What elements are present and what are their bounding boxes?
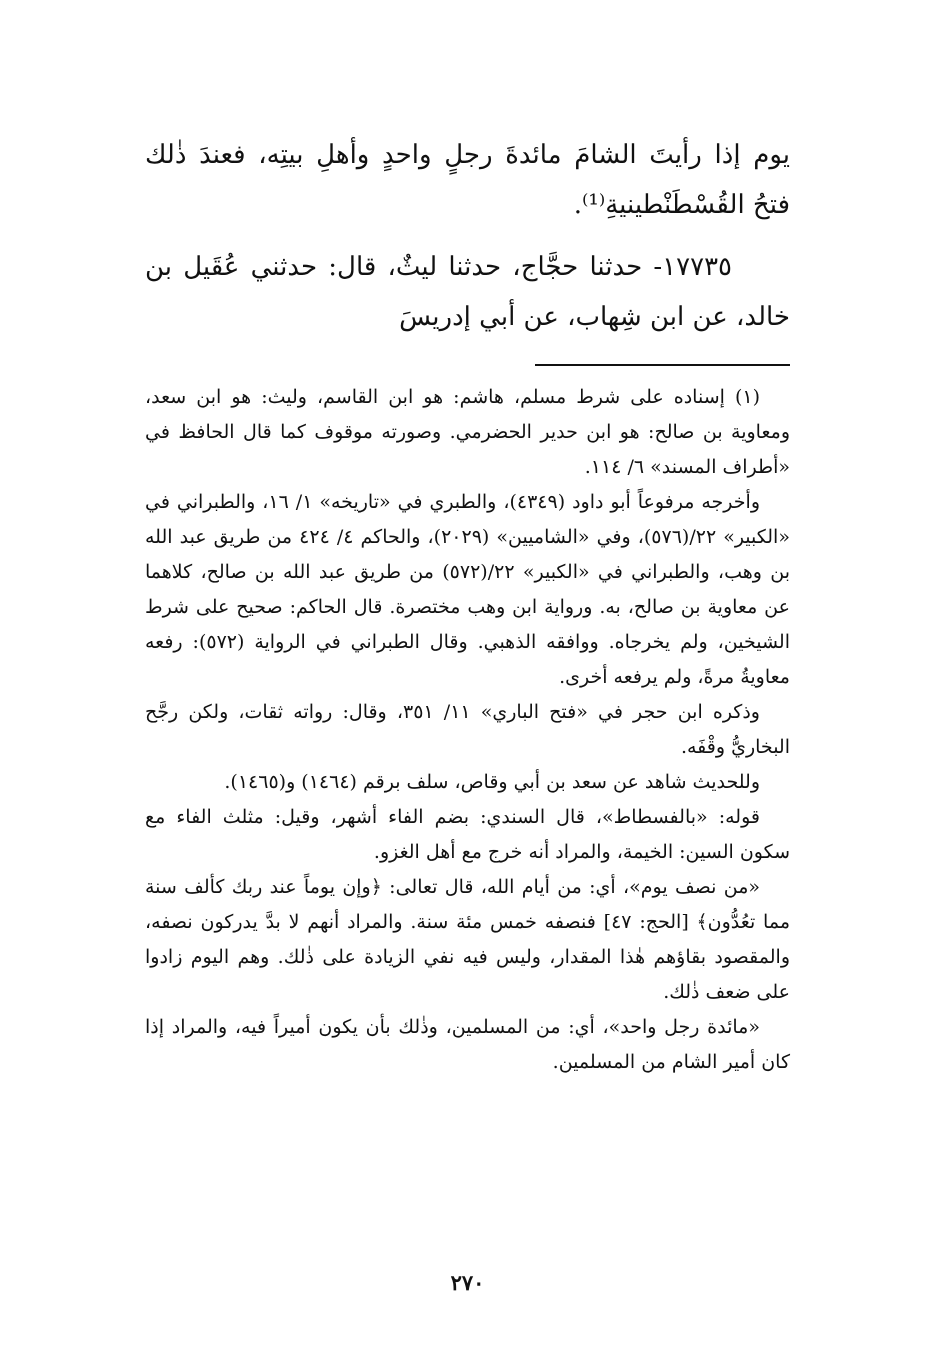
page-number: ٢٧٠	[450, 1270, 485, 1295]
main-paragraph-continuation: يوم إذا رأيتَ الشامَ مائدةَ رجلٍ واحدٍ وأهلِ بيتِه، فعندَ ذٰلك فتحُ القُسْطَنْطينيةِ⁽¹⁾.	[145, 140, 790, 220]
footnote-shahid: وللحديث شاهد عن سعد بن أبي وقاص، سلف برقم (١٤٦٤) و(١٤٦٥).	[224, 771, 760, 793]
footnote-takhrij: وأخرجه مرفوعاً أبو داود (٤٣٤٩)، والطبري في «تاريخه» ١/ ١٦، والطبراني في «الكبير» ٢٢/(٥٧٦)، وفي «الشاميين» (٢٠٢٩)، والحاكم ٤/ ٤٢٤ من طريق عبد الله بن وهب، والطبراني في «الكبير» ٢٢/(٥٧٢) من طريق عبد الله بن صالح، كلاهما عن معاوية بن صالح، به. ورواية ابن وهب مختصرة. قال الحاكم: صحيح على شرط الشيخين، ولم يخرجاه. ووافقه الذهبي. وقال الطبراني في الرواية (٥٧٢): رفعه معاويةُ مرةً، ولم يرفعه أخرى.	[145, 491, 790, 688]
footnotes	[145, 380, 790, 1080]
footnote-divider	[535, 364, 790, 366]
hadith-17735: ١٧٧٣٥- حدثنا حجَّاج، حدثنا ليثٌ، قال: حدثني عُقَيل بن خالد، عن ابن شِهاب، عن أبي إدريسَ	[145, 252, 790, 332]
footnote-maidah: «مائدة رجل واحد»، أي: من المسلمين، وذٰلك بأن يكون أميراً فيه، والمراد إذا كان أمير الشام من المسلمين.	[145, 1016, 790, 1073]
page-content	[145, 130, 790, 1080]
footnote-ibn-hajar: وذكره ابن حجر في «فتح الباري» ١١/ ٣٥١، وقال: رواته ثقات، ولكن رجَّح البخاريُّ وقْفَه.	[145, 701, 790, 758]
footnote-1: (١) إسناده على شرط مسلم، هاشم: هو ابن القاسم، وليث: هو ابن سعد، ومعاوية بن صالح: هو ابن حدير الحضرمي. وصورته موقوف كما قال الحافظ في «أطراف المسند» ٦/ ١١٤.	[145, 386, 790, 478]
footnote-fustat: قوله: «بالفسطاط»، قال السندي: بضم الفاء أشهر، وقيل: مثلث الفاء مع سكون السين: الخيمة، والمراد أنه خرج مع أهل الغزو.	[145, 806, 790, 863]
footnote-nisf-yawm: «من نصف يوم»، أي: من أيام الله، قال تعالى: ﴿وإن يوماً عند ربك كألف سنة مما تعُدُّون﴾ [الحج: ٤٧] فنصفه خمس مئة سنة. والمراد أنهم لا بدَّ يدركون نصفه، والمقصود بقاؤهم هٰذا المقدار، وليس فيه نفي الزيادة على ذٰلك. وهم اليوم زادوا على ضعف ذٰلك.	[145, 876, 791, 1003]
main-text	[145, 130, 790, 342]
